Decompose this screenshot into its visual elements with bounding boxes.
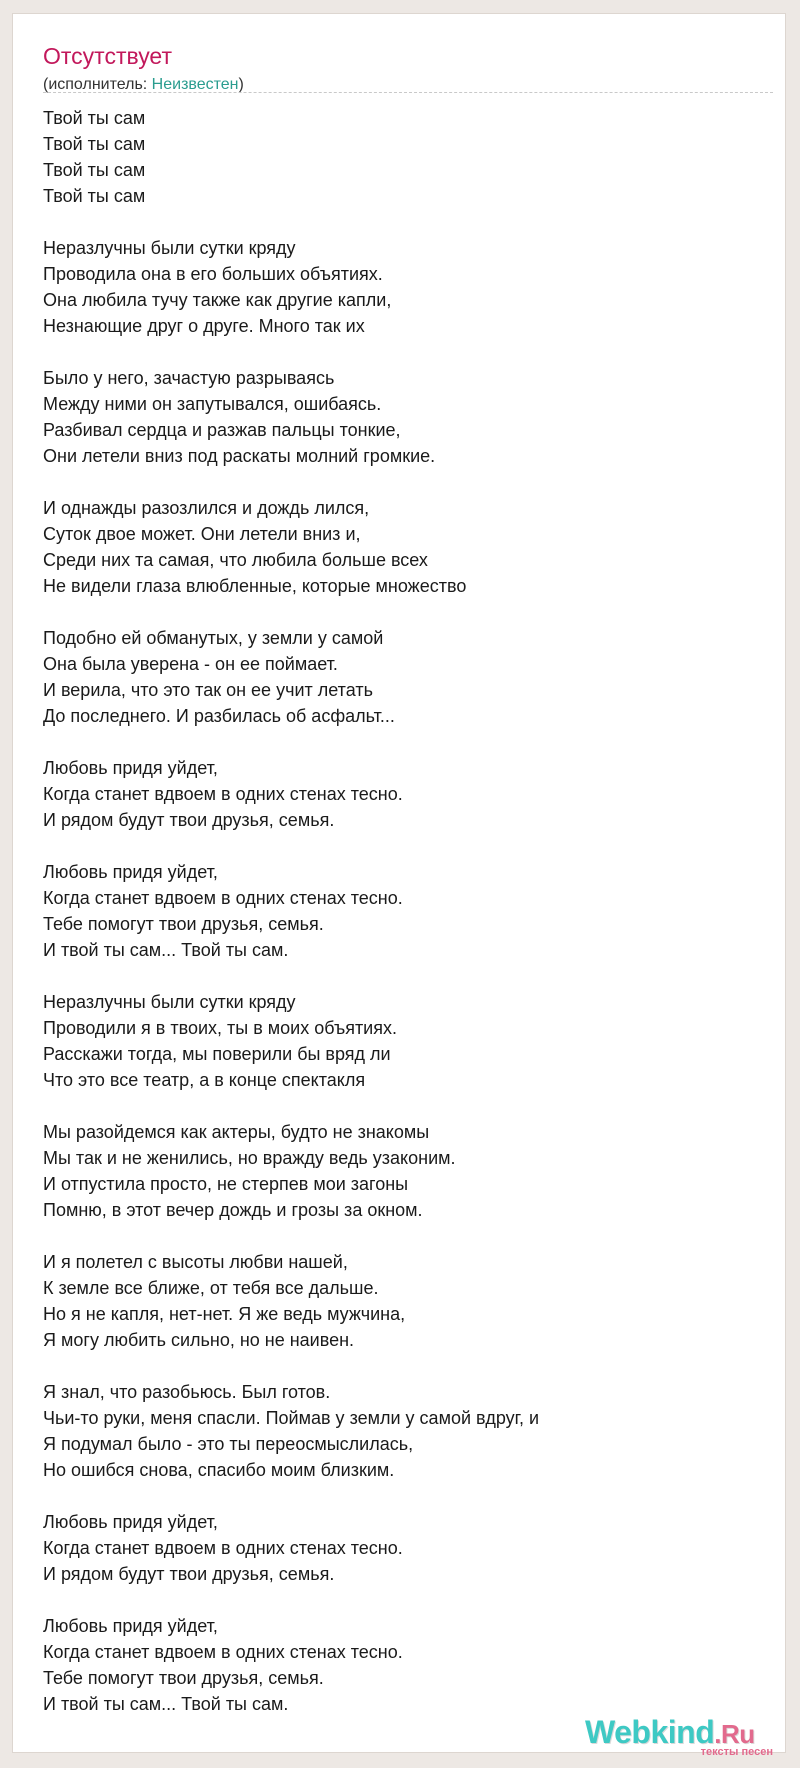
lyric-line: Я могу любить сильно, но не наивен.	[43, 1330, 355, 1350]
song-title: Отсутствует	[43, 43, 172, 69]
logo-main-text: Webkind	[585, 1714, 715, 1750]
lyric-line: Твой ты сам	[43, 108, 146, 128]
lyric-line: Чьи-то руки, меня спасли. Поймав у земли у самой вдруг, и	[43, 1408, 540, 1428]
lyrics-stanza	[43, 105, 783, 209]
lyric-line: Неразлучны были сутки кряду	[43, 238, 296, 258]
lyric-line: Любовь придя уйдет,	[43, 758, 218, 778]
lyrics-stanza	[43, 495, 783, 599]
lyrics-stanza	[43, 1249, 783, 1353]
lyric-line: Неразлучны были сутки кряду	[43, 992, 296, 1012]
lyric-line: Проводили я в твоих, ты в моих объятиях.	[43, 1018, 397, 1038]
lyrics-stanza	[43, 625, 783, 729]
logo-tld: .Ru	[714, 1719, 755, 1749]
lyrics-card	[12, 13, 786, 1758]
artist-prefix: (исполнитель:	[43, 76, 152, 93]
lyric-line: Было у него, зачастую разрываясь	[43, 368, 335, 388]
lyric-line: И рядом будут твои друзья, семья.	[43, 810, 335, 830]
lyric-line: Что это все театр, а в конце спектакля	[43, 1070, 366, 1090]
lyric-line: Тебе помогут твои друзья, семья.	[43, 1668, 324, 1688]
lyric-line: Не видели глаза влюбленные, которые множество	[43, 576, 467, 596]
lyric-line: Твой ты сам	[43, 134, 146, 154]
lyric-line: Она была уверена - он ее поймает.	[43, 654, 338, 674]
lyric-line: И я полетел с высоты любви нашей,	[43, 1252, 348, 1272]
lyrics-stanza	[43, 235, 783, 339]
lyrics-body	[43, 105, 783, 1743]
lyrics-stanza	[43, 755, 783, 833]
lyric-line: Тебе помогут твои друзья, семья.	[43, 914, 324, 934]
lyric-line: Я подумал было - это ты переосмыслилась,	[43, 1434, 414, 1454]
lyric-line: Но ошибся снова, спасибо моим близким.	[43, 1460, 395, 1480]
lyric-line: Мы разойдемся как актеры, будто не знакомы	[43, 1122, 430, 1142]
lyric-line: И твой ты сам... Твой ты сам.	[43, 940, 289, 960]
lyric-line: Твой ты сам	[43, 160, 146, 180]
lyric-line: Когда станет вдвоем в одних стенах тесно.	[43, 1642, 403, 1662]
lyrics-stanza	[43, 1119, 783, 1223]
lyric-line: Они летели вниз под раскаты молний громкие.	[43, 446, 436, 466]
lyric-line: Твой ты сам	[43, 186, 146, 206]
lyric-line: И верила, что это так он ее учит летать	[43, 680, 373, 700]
lyric-line: Разбивал сердца и разжав пальцы тонкие,	[43, 420, 401, 440]
lyric-line: Когда станет вдвоем в одних стенах тесно.	[43, 784, 403, 804]
lyric-line: Любовь придя уйдет,	[43, 1512, 218, 1532]
artist-suffix: )	[238, 76, 244, 93]
lyric-line: Любовь придя уйдет,	[43, 862, 218, 882]
title-divider	[43, 92, 773, 93]
lyric-line: Проводила она в его больших объятиях.	[43, 264, 383, 284]
lyric-line: Мы так и не женились, но вражду ведь узаконим.	[43, 1148, 456, 1168]
webkind-logo[interactable]	[585, 1714, 785, 1758]
lyric-line: Среди них та самая, что любила больше всех	[43, 550, 428, 570]
lyric-line: И отпустила просто, не стерпев мои загоны	[43, 1174, 409, 1194]
artist-link[interactable]: Неизвестен	[151, 76, 239, 93]
lyrics-stanza	[43, 1509, 783, 1587]
lyric-line: Помню, в этот вечер дождь и грозы за окном.	[43, 1200, 423, 1220]
lyric-line: Она любила тучу также как другие капли,	[43, 290, 392, 310]
lyric-line: И однажды разозлился и дождь лился,	[43, 498, 370, 518]
lyric-line: Когда станет вдвоем в одних стенах тесно.	[43, 1538, 403, 1558]
lyric-line: К земле все ближе, от тебя все дальше.	[43, 1278, 379, 1298]
lyric-line: До последнего. И разбилась об асфальт...	[43, 706, 395, 726]
lyrics-stanza	[43, 365, 783, 469]
lyric-line: Но я не капля, нет-нет. Я же ведь мужчина,	[43, 1304, 406, 1324]
lyrics-stanza	[43, 1379, 783, 1483]
lyric-line: И твой ты сам... Твой ты сам.	[43, 1694, 289, 1714]
lyric-line: Когда станет вдвоем в одних стенах тесно.	[43, 888, 403, 908]
lyric-line: Я знал, что разобьюсь. Был готов.	[43, 1382, 331, 1402]
lyric-line: Расскажи тогда, мы поверили бы вряд ли	[43, 1044, 391, 1064]
lyric-line: Любовь придя уйдет,	[43, 1616, 218, 1636]
lyrics-stanza	[43, 859, 783, 963]
lyric-line: И рядом будут твои друзья, семья.	[43, 1564, 335, 1584]
logo-tagline: тексты песен	[700, 1746, 773, 1758]
lyrics-stanza	[43, 1613, 783, 1717]
lyric-line: Подобно ей обманутых, у земли у самой	[43, 628, 384, 648]
lyric-line: Между ними он запутывался, ошибаясь.	[43, 394, 382, 414]
lyric-line: Суток двое может. Они летели вниз и,	[43, 524, 361, 544]
lyric-line: Незнающие друг о друге. Много так их	[43, 316, 365, 336]
lyrics-stanza	[43, 989, 783, 1093]
